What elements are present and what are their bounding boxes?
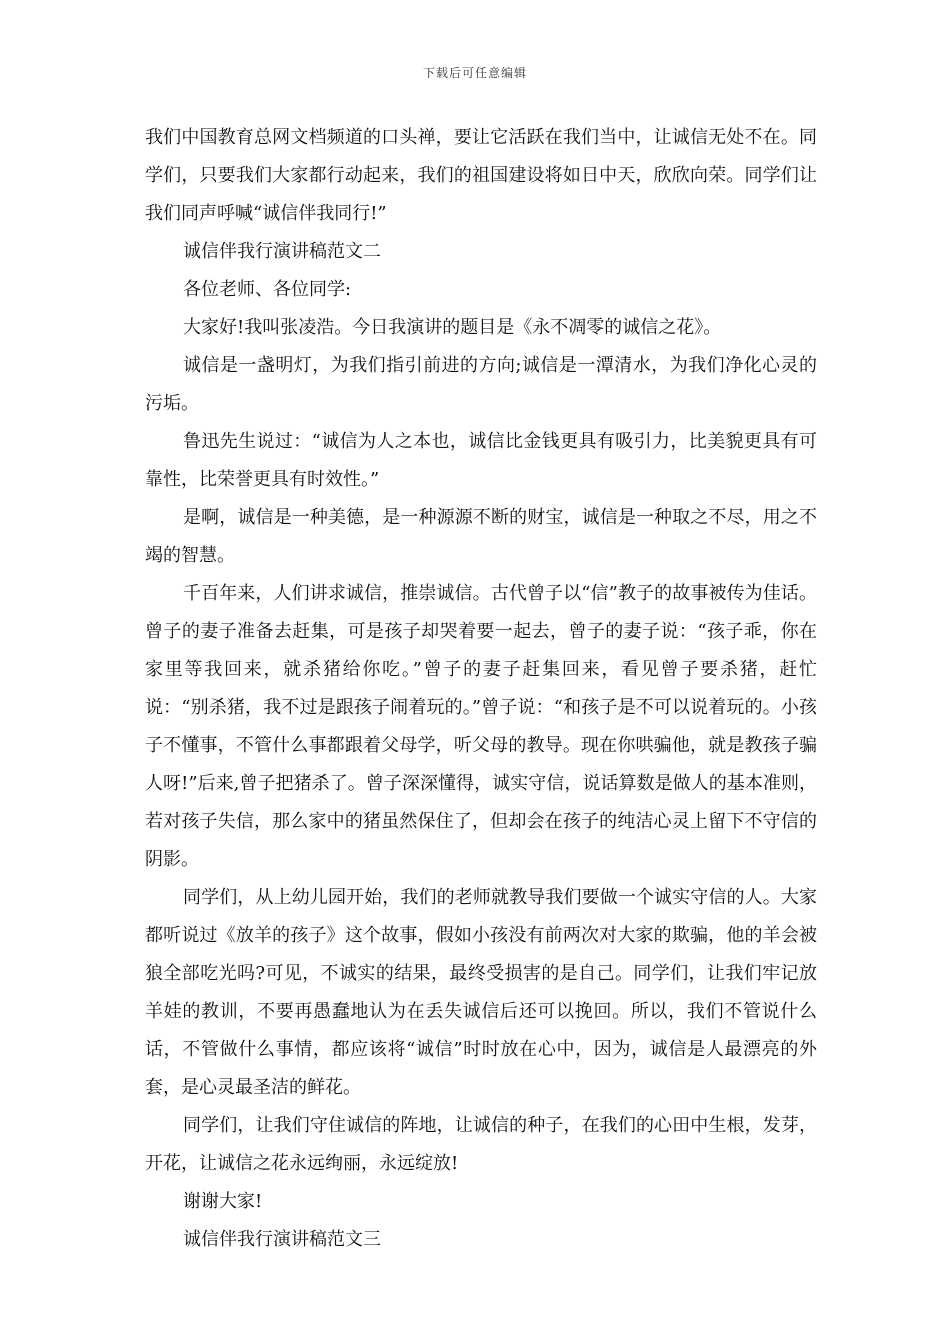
paragraph-zengzi-story: 千百年来，人们讲求诚信，推崇诚信。古代曾子以“信”教子的故事被传为佳话。曾子的妻子准备去赶集，可是孩子却哭着要一起去，曾子的妻子说：“孩子乖，你在家里等我回来，就杀猪给你吃。”曾子的妻子赶集回来，看见曾子要杀猪，赶忙说：“别杀猪，我不过是跟孩子闹着玩的。”曾子说：“和孩子是不可以说着玩的。小孩子不懂事，不管什么事都跟着父母学，听父母的教导。现在你哄骗他，就是教孩子骗人呀!”后来,曾子把猪杀了。曾子深深懂得，诚实守信，说话算数是做人的基本准则，若对孩子失信，那么家中的猪虽然保住了，但却会在孩子的纯洁心灵上留下不守信的阴影。: [145, 583, 817, 870]
page-header: 下载后可任意编辑: [422, 66, 527, 80]
salutation: 各位老师、各位同学:: [183, 279, 352, 300]
paragraph-thanks: 谢谢大家!: [183, 1191, 263, 1212]
paragraph-lamp: 诚信是一盏明灯，为我们指引前进的方向;诚信是一潭清水，为我们净化心灵的污垢。: [145, 355, 817, 414]
paragraph-greeting: 大家好!我叫张凌浩。今日我演讲的题目是《永不凋零的诚信之花》。: [183, 317, 722, 338]
paragraph-shepherd-boy: 同学们，从上幼儿园开始，我们的老师就教导我们要做一个诚实守信的人。大家都听说过《放羊的孩子》这个故事，假如小孩没有前两次对大家的欺骗，他的羊会被狼全部吃光吗?可见，不诚实的结果，最终受损害的是自己。同学们，让我们牢记放羊娃的教训，不要再愚蠢地认为在丢失诚信后还可以挽回。所以，我们不管说什么话，不管做什么事情，都应该将“诚信”时时放在心中，因为，诚信是人最漂亮的外套，是心灵最圣洁的鲜花。: [145, 887, 817, 1098]
section-title-2: 诚信伴我行演讲稿范文二: [183, 241, 381, 262]
paragraph-luxun-quote: 鲁迅先生说过：“诚信为人之本也，诚信比金钱更具有吸引力，比美貌更具有可靠性，比荣誉更具有时效性。”: [145, 431, 817, 490]
document-body: [145, 119, 817, 1259]
paragraph-closing: 同学们，让我们守住诚信的阵地，让诚信的种子，在我们的心田中生根，发芽，开花，让诚信之花永远绚丽，永远绽放!: [145, 1115, 817, 1174]
paragraph-virtue: 是啊，诚信是一种美德，是一种源源不断的财宝，诚信是一种取之不尽，用之不竭的智慧。: [145, 507, 817, 566]
section-title-3: 诚信伴我行演讲稿范文三: [183, 1229, 381, 1250]
paragraph-intro-continuation: 我们中国教育总网文档频道的口头禅，要让它活跃在我们当中，让诚信无处不在。同学们，只要我们大家都行动起来，我们的祖国建设将如日中天，欣欣向荣。同学们让我们同声呼喊“诚信伴我同行!”: [145, 127, 817, 224]
